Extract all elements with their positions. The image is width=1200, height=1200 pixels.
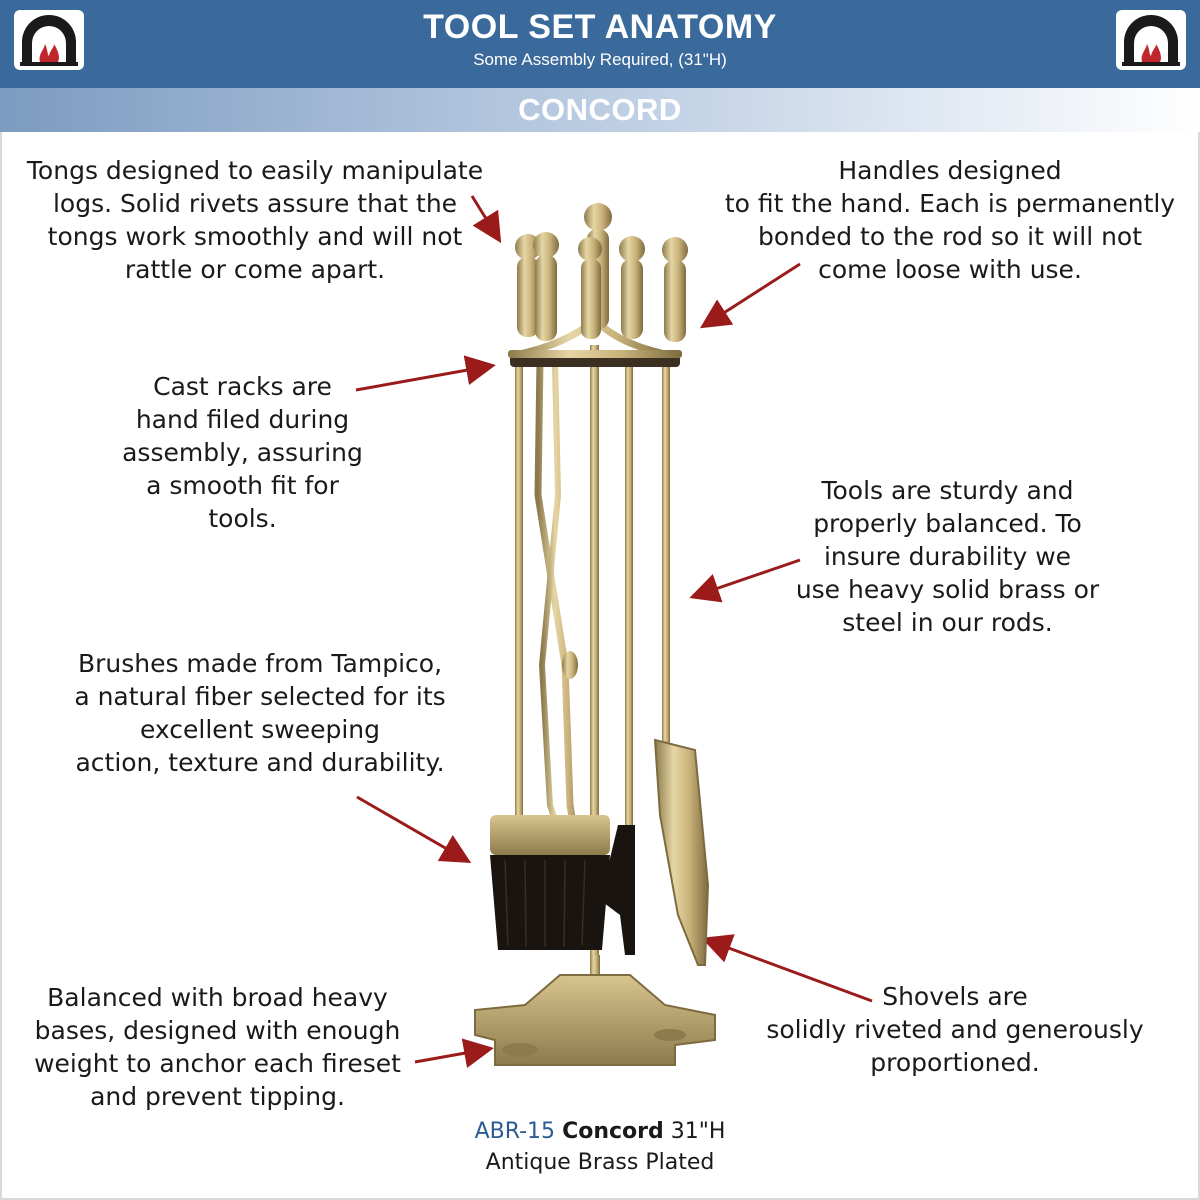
page-subtitle: Some Assembly Required, (31"H)	[473, 50, 727, 69]
model-height: 31"H	[670, 1119, 726, 1144]
callout-bases: Balanced with broad heavy bases, designed with enough weight to anchor each fireset and prevent tipping.	[34, 983, 401, 1111]
callout-handles: Handles designed to fit the hand. Each is permanently bonded to the rod so it will not come loose with use.	[724, 156, 1176, 284]
fireplace-tool-set-image	[470, 195, 740, 1105]
fireplace-arch-logo-icon	[1116, 10, 1186, 70]
callout-racks: Cast racks are hand filed during assembly, assuring a smooth fit for tools.	[122, 372, 363, 533]
callout-brushes: Brushes made from Tampico, a natural fiber selected for its excellent sweeping action, texture and durability.	[74, 649, 446, 777]
caption-line-1	[300, 1116, 900, 1147]
product-name-band	[0, 88, 1200, 132]
callout-tongs: Tongs designed to easily manipulate logs. Solid rivets assure that the tongs work smoothly and will not rattle or come apart.	[26, 156, 484, 284]
product-caption	[300, 1116, 900, 1178]
callout-shovels: Shovels are solidly riveted and generously proportioned.	[766, 982, 1144, 1077]
product-name: CONCORD	[518, 92, 682, 127]
caption-finish: Antique Brass Plated	[485, 1150, 715, 1175]
fireplace-arch-logo-icon	[14, 10, 84, 70]
page-title: TOOL SET ANATOMY	[423, 8, 777, 46]
model-name: Concord	[562, 1119, 664, 1144]
model-number: ABR-15	[474, 1119, 556, 1144]
callout-tools: Tools are sturdy and properly balanced. To insure durability we use heavy solid brass or steel in our rods.	[795, 476, 1100, 637]
header-bar	[0, 0, 1200, 90]
